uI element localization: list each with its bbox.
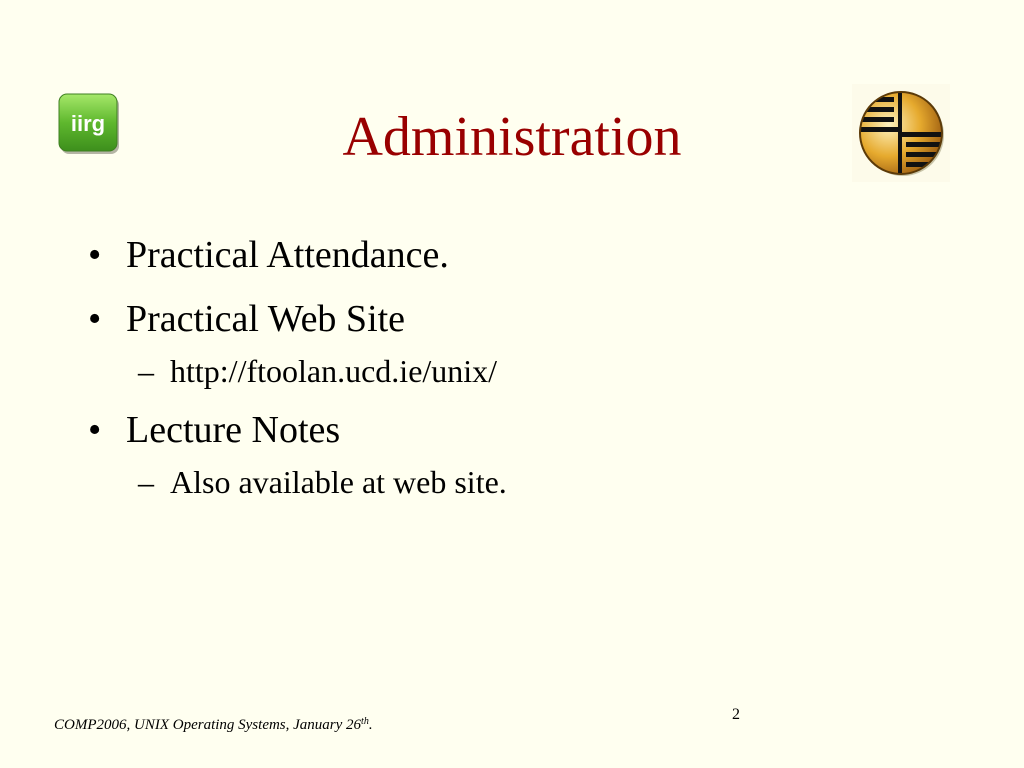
sub-bullet-web-url xyxy=(88,351,968,391)
footer-suffix: . xyxy=(368,717,373,733)
iirg-logo-text: iirg xyxy=(70,111,106,136)
bullet-lecture-notes xyxy=(88,407,968,453)
slide-footer xyxy=(54,715,373,735)
bullet-text: Practical Attendance. xyxy=(126,234,449,276)
bullet-marker: • xyxy=(88,298,102,340)
bullet-marker: • xyxy=(88,409,102,451)
bullet-practical-web-site xyxy=(88,296,968,342)
sub-bullet-marker: – xyxy=(138,353,154,389)
bullet-marker: • xyxy=(88,234,102,276)
sub-bullet-availability xyxy=(88,462,968,502)
footer-text: COMP2006, UNIX Operating Systems, January 26 xyxy=(54,717,362,733)
slide-number: 2 xyxy=(732,706,740,723)
slide-content xyxy=(88,232,968,502)
web-site-url: http://ftoolan.ucd.ie/unix/ xyxy=(170,353,498,389)
footer-superscript: th xyxy=(361,716,369,727)
bullet-practical-attendance xyxy=(88,232,968,278)
sub-bullet-marker: – xyxy=(138,464,154,500)
bullet-text: Lecture Notes xyxy=(126,409,341,451)
emblem-logo xyxy=(852,84,950,182)
bullet-text: Practical Web Site xyxy=(126,298,406,340)
sub-bullet-text: Also available at web site. xyxy=(170,464,507,500)
slide-title: Administration xyxy=(342,106,682,168)
